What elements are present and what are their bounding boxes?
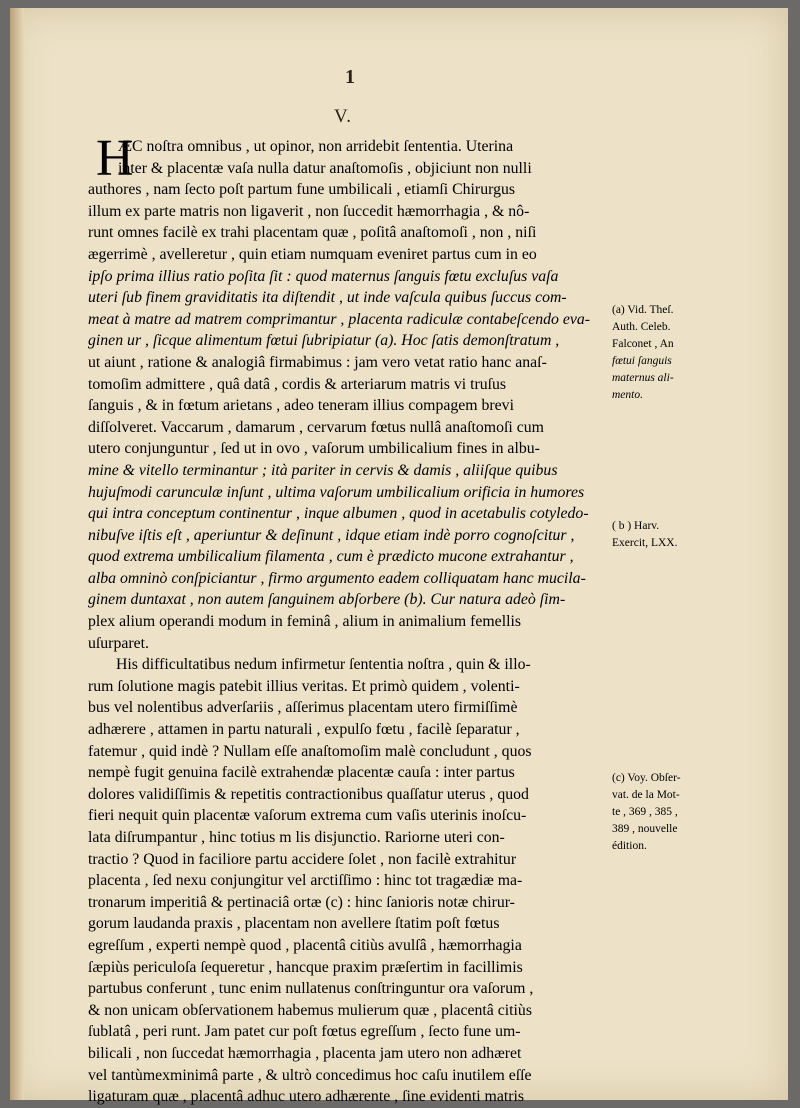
text-line: meat à matre ad matrem comprimantur , placenta radiculæ contabeſcendo eva- [88, 310, 591, 328]
text-line: ægerrimè , avelleretur , quin etiam numquam eveniret partus cum in eo [88, 245, 537, 263]
text-line: ipſo prima illius ratio poſita ſit : quod maternus ſanguis fœtu excluſus vaſa [88, 267, 559, 285]
text-line: plex alium operandi modum in feminâ , alium in animalium femellis [88, 613, 522, 631]
margin-note-line: Exercit, LXX. [612, 537, 678, 549]
text-line: rum ſolutione magis patebit illius veritas. Et primò quidem , volenti- [88, 677, 520, 695]
text-line: tractio ? Quod in faciliore partu accidere ſolet , non facilè extrahitur [88, 850, 517, 868]
section-heading: V. [334, 106, 353, 127]
margin-note-line: Falconet , An [612, 338, 674, 350]
margin-note-line: te , 369 , 385 , [612, 806, 678, 818]
text-line: runt omnes facilè ex trahi placentam quæ , poſitâ anaſtomoſi , non , niſi [88, 224, 537, 242]
margin-note-line: fœtui ſanguis [612, 355, 672, 367]
margin-note-line: vat. de la Mot- [612, 789, 680, 801]
margin-note-line: Auth. Celeb. [612, 321, 671, 333]
text-line: partubus conferunt , tunc enim nullatenus conſtringuntur ora vaſorum , [88, 980, 534, 998]
text-line: ginen ur , ſicque alimentum fœtui ſubripiatur (a). Hoc ſatis demonſtratum , [88, 332, 560, 350]
text-line: nempè fugit genuina facilè extrahendæ placentæ cauſa : inter partus [88, 764, 515, 782]
margin-note-line: ( b ) Harv. [612, 520, 660, 532]
page-signature-mark: 1 [345, 66, 355, 88]
text-line: uteri ſub finem graviditatis ita diſtendit , ut inde vaſcula quibus ſuccus com- [88, 289, 567, 307]
text-line: tronarum imperitiâ & pertinaciâ ortæ (c) : hinc ſanioris notæ chirur- [88, 893, 515, 911]
text-line: dolores validiſſimis & repetitis contractionibus quaſſatur uterus , quod [88, 785, 529, 803]
text-line: placenta , ſed nexu conjungitur vel arctiſſimo : hinc tot tragædiæ ma- [88, 872, 523, 890]
text-line: authores , nam ſecto poſt partum fune umbilicali , etiamſi Chirurgus [88, 181, 516, 199]
text-line: ſæpiùs periculoſa ſequeretur , hancque praxim præſertim in facillimis [88, 958, 523, 976]
text-line: gorum laudanda praxis , placentam non avellere ſtatim poſt fœtus [88, 915, 500, 933]
text-line: & non unicam obſervationem habemus mulierum quæ , placentâ citiùs [88, 1001, 532, 1019]
margin-note-line: (a) Vid. Theſ. [612, 304, 674, 316]
text-line: alba omninò conſpiciantur , firmo argumento eadem colliquatam hanc mucila- [88, 569, 586, 587]
margin-note-line: mento. [612, 389, 643, 401]
text-line: tomoſim admittere , quâ datâ , cordis & arteriarum matris vi truſus [88, 375, 507, 393]
text-line: vel tantùmexminimâ parte , & ultrò concedimus hoc caſu inutilem eſſe [88, 1066, 532, 1084]
text-line: inter & placentæ vaſa nulla datur anaſtomoſis , objiciunt non nulli [118, 159, 532, 177]
body-text [88, 136, 606, 1108]
text-line: fieri nequit quin placentæ vaſorum extrema cum vaſis uterinis inoſcu- [88, 807, 527, 825]
margin-note-line: (c) Voy. Obſer- [612, 772, 681, 784]
text-line: adhærere , attamen in partu naturali , expulſo fœtu , facilè ſeparatur , [88, 721, 520, 739]
margin-note-a [612, 302, 674, 404]
text-line: qui intra conceptum continentur , inque albumen , quod in acetabulis cotyledo- [88, 505, 589, 523]
text-line: illum ex parte matris non ligaverit , non ſuccedit hæmorrhagia , & nô- [88, 202, 530, 220]
text-line: utero conjunguntur , ſed ut in ovo , vaſorum umbilicalium fines in albu- [88, 440, 540, 458]
text-line: bilicali , non ſuccedat hæmorrhagia , placenta jam utero non adhæret [88, 1044, 522, 1062]
drop-cap: H [96, 130, 134, 187]
text-line: lata diſrumpantur , hinc totius m lis disjunctio. Rariorne uteri con- [88, 829, 505, 846]
text-line: ſanguis , & in fœtum arietans , adeo teneram illius compagem brevi [88, 397, 514, 415]
text-line: ut aiunt , ratione & analogiâ firmabimus : jam vero vetat ratio hanc anaſ- [88, 353, 547, 371]
text-line: His difficultatibus nedum infirmetur ſententia noſtra , quin & illo- [116, 656, 531, 674]
text-line: egreſſum , experti nempè quod , placentâ citiùs avulſâ , hæmorrhagia [88, 936, 522, 954]
margin-note-line: maternus ali- [612, 372, 674, 384]
text-line: quod extrema umbilicalium filamenta , cum è prædicto mucone extrahantur , [88, 548, 574, 566]
text-line: mine & vitello terminantur ; ità pariter in cervis & damis , aliiſque quibus [88, 461, 558, 479]
text-line: diſſolveret. Vaccarum , damarum , cervarum fœtus nullâ anaſtomoſi cum [88, 418, 544, 436]
text-line: bus vel nolentibus adverſariis , aſſerimus placentam utero firmiſſimè [88, 699, 518, 717]
margin-note-b [612, 518, 677, 552]
text-line: ÆC noſtra omnibus , ut opinor, non arridebit ſententia. Uterina [118, 138, 514, 155]
text-line: ſublatâ , peri runt. Jam patet cur poſt fœtus egreſſum , ſecto fune um- [88, 1023, 521, 1041]
text-line: uſurparet. [88, 634, 149, 652]
margin-note-c [612, 770, 681, 855]
text-line: nibuſve iſtis eſt , aperiuntur & deſinunt , idque etiam indè porro cognoſcitur , [88, 526, 575, 544]
margin-note-line: édition. [612, 840, 647, 852]
text-line: ginem duntaxat , non autem ſanguinem abſorbere (b). Cur natura adeò ſim- [88, 591, 566, 609]
text-line: ligaturam quæ , placentâ adhuc utero adhærente , ſine evidenti matris [88, 1088, 525, 1106]
margin-note-line: 389 , nouvelle [612, 823, 678, 835]
text-line: fatemur , quid indè ? Nullam eſſe anaſtomoſim malè concludunt , quos [88, 742, 532, 760]
text-line: hujuſmodi carunculæ inſunt , ultima vaſorum umbilicalium orificia in humores [88, 483, 585, 501]
page-gutter [10, 8, 24, 1100]
